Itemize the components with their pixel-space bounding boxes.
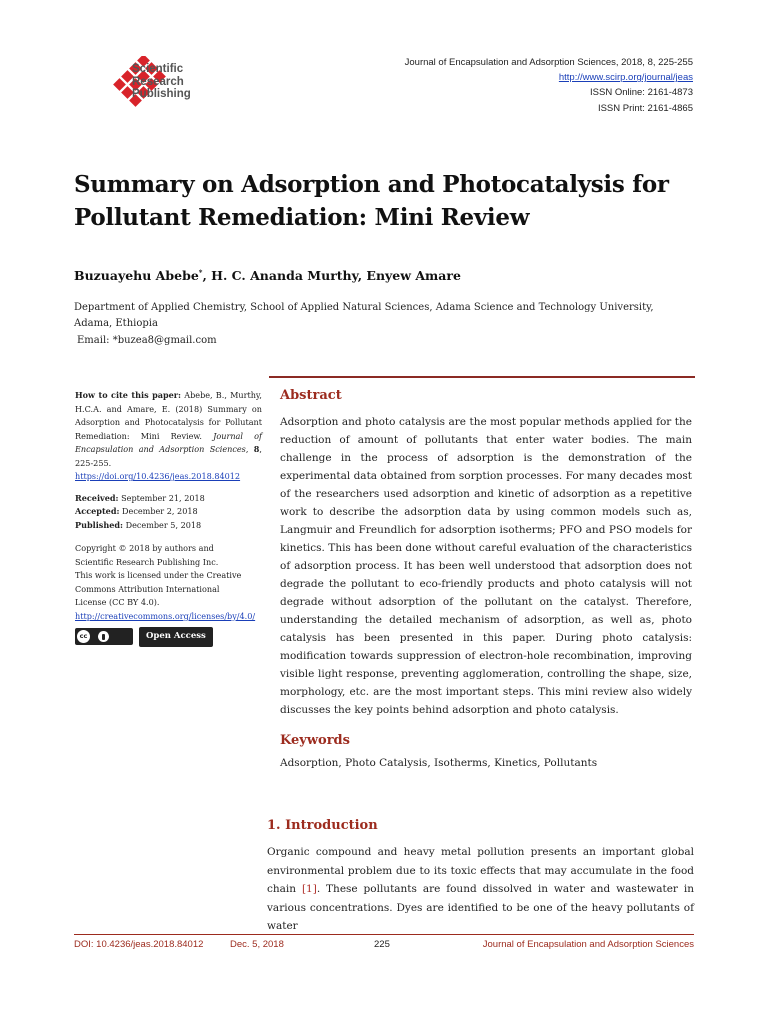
keywords-heading: Keywords <box>280 733 350 748</box>
copyright-notice <box>75 542 262 647</box>
copyright-line: Scientific Research Publishing Inc. <box>75 556 219 567</box>
received-value: September 21, 2018 <box>118 492 205 503</box>
publication-dates <box>75 492 262 533</box>
copyright-line: This work is licensed under the Creative <box>75 570 242 580</box>
corresponding-author-mark: * <box>198 268 203 277</box>
introduction-text <box>267 843 694 936</box>
issn-print: ISSN Print: 2161-4865 <box>597 102 693 114</box>
open-access-badge: Open Access <box>139 627 213 647</box>
author-email: Email: *buzea8@gmail.com <box>77 335 217 346</box>
copyright-line: License (CC BY 4.0). <box>75 597 160 607</box>
accepted-label: Accepted: <box>75 506 120 516</box>
publisher-name-line: Research <box>132 75 184 88</box>
publisher-name-line: Scientific <box>132 63 184 75</box>
how-to-cite-volume: 8 <box>253 444 260 454</box>
article-title-line: Pollutant Remediation: Mini Review <box>74 204 530 231</box>
copyright-line: Commons Attribution International <box>75 583 220 594</box>
reference-link[interactable]: [1] <box>301 883 317 895</box>
accepted-value: December 2, 2018 <box>119 506 198 516</box>
abstract-heading: Abstract <box>280 388 342 403</box>
article-title <box>74 168 714 234</box>
introduction-heading: 1. Introduction <box>267 818 378 833</box>
footer-doi: DOI: 10.4236/jeas.2018.84012 <box>74 939 204 950</box>
accepted-date <box>75 505 262 519</box>
author-list <box>74 268 461 283</box>
other-authors: , H. C. Ananda Murthy, Enyew Amare <box>202 268 461 284</box>
footer-journal: Journal of Encapsulation and Adsorption Sciences <box>482 939 694 950</box>
issn-online: ISSN Online: 2161-4873 <box>590 87 693 99</box>
how-to-cite-journal: Journal of Encapsulation and Adsorption Sciences <box>75 430 262 454</box>
journal-header <box>405 55 693 116</box>
journal-url-link[interactable]: http://www.scirp.org/journal/jeas <box>558 72 693 84</box>
first-author: Buzuayehu Abebe <box>74 268 199 284</box>
footer-date: Dec. 5, 2018 <box>230 939 284 950</box>
by-person-icon <box>98 631 109 642</box>
journal-citation: Journal of Encapsulation and Adsorption Sciences, 2018, 8, 225-255 <box>404 57 693 68</box>
doi-link[interactable]: https://doi.org/10.4236/jeas.2018.84012 <box>75 471 241 481</box>
how-to-cite-label: How to cite this paper: <box>75 390 182 400</box>
published-label: Published: <box>75 519 124 530</box>
publisher-name-line: Publishing <box>132 88 191 100</box>
received-label: Received: <box>75 492 119 503</box>
published-date <box>75 519 262 533</box>
introduction-text-part: . These pollutants are found dissolved in water and wastewater in various concentrations. Dyes are identified to be one of the heavy pollutants of water <box>267 883 694 932</box>
abstract-top-rule <box>269 376 695 378</box>
received-date <box>75 492 262 506</box>
cc-by-badge[interactable] <box>75 628 133 645</box>
publisher-name <box>132 63 191 101</box>
published-value: December 5, 2018 <box>123 519 202 530</box>
page-number: 225 <box>374 939 390 950</box>
how-to-cite <box>75 389 262 484</box>
creative-commons-link[interactable]: http://creativecommons.org/licenses/by/4.0/ <box>75 610 256 621</box>
page-footer <box>74 939 694 953</box>
how-to-cite-text: Abebe, B., Murthy, H.C.A. and Amare, E. (2018) Summary on Adsorption and Photocatalysis for Pollutant Remediation: Mini Review. <box>75 390 263 441</box>
article-info-sidebar <box>75 389 262 647</box>
cc-icon: cc <box>77 630 90 643</box>
author-affiliation: Department of Applied Chemistry, School of Applied Natural Sciences, Adama Science and Technology University, Adama, Ethiopia <box>74 302 654 329</box>
abstract-text: Adsorption and photo catalysis are the most popular methods applied for the reduction of amount of pollutants that enter water bodies. The main challenge in the process of adsorption is the demonstration of the experimental data obtained from sorption processes. For many decades most of the researchers used adsorption and kinetic of adsorption as a repetitive work to describe the adsorption data by using common models such as, Langmuir and Freundlich for adsorption isotherms; PFO and PSO models for kinetics. This has been done without careful evaluation of the characteristics of adsorption process. It has been well understood that adsorption does not degrade the pollutant to eco-friendly products and photo catalysis will not degrade without adsorption of the pollutant on the catalyst. Therefore, understanding the detailed mechanism of adsorption, as well as, photo catalysis has been presented in this paper. During photo catalysis: modification towards suppression of electron-hole recombination, improving visible light response, preventing agglomeration, controlling the shape, size, morphology, etc. are the most important steps. This mini review also widely discusses the key points behind adsorption and photo catalysis. <box>280 416 692 716</box>
how-to-cite-sep: , <box>245 444 254 454</box>
introduction-text-part: Organic compound and heavy metal pollution presents an important global environmental problem due to its toxic effects that may accumulate in the food chain <box>267 846 694 895</box>
article-title-line: Summary on Adsorption and Photocatalysis for <box>74 171 669 198</box>
license-badges <box>75 627 262 647</box>
copyright-line: Copyright © 2018 by authors and <box>75 543 214 553</box>
keywords-text: Adsorption, Photo Catalysis, Isotherms, Kinetics, Pollutants <box>280 757 598 769</box>
how-to-cite-pages: , 225-255. <box>75 444 262 468</box>
footer-rule <box>74 934 694 935</box>
